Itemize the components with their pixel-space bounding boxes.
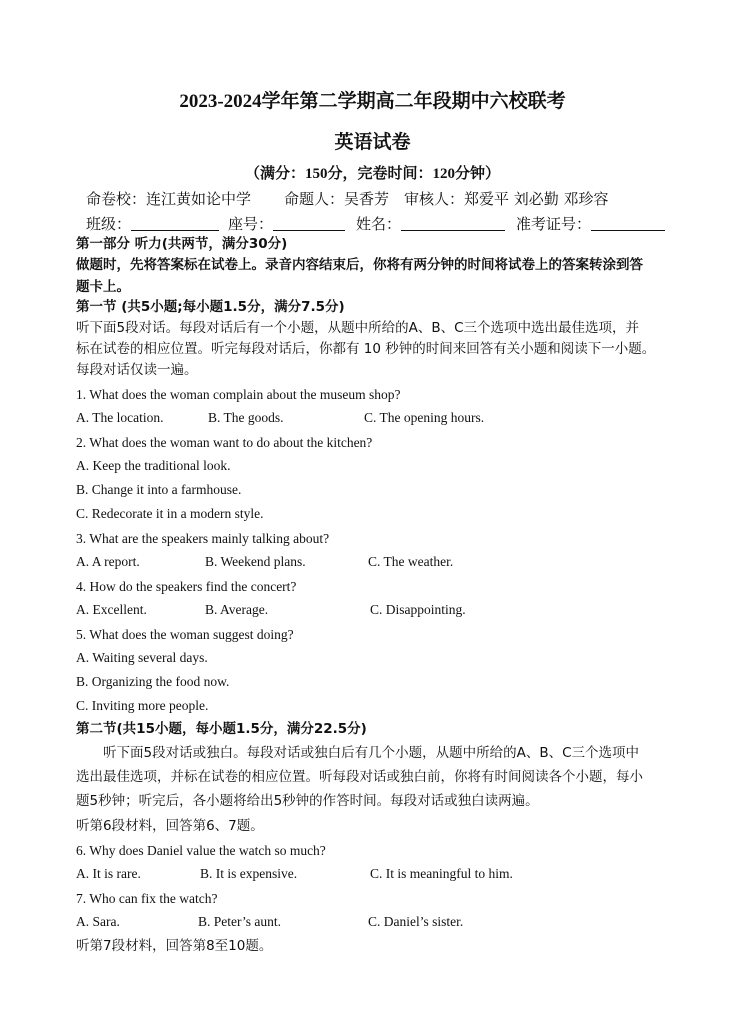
section1-intro-2: 标在试卷的相应位置。听完每段对话后，你都有 10 秒钟的时间来回答有关小题和阅读下一小题。 bbox=[76, 341, 656, 357]
q1-option-b[interactable]: B. The goods. bbox=[208, 410, 284, 425]
name-blank[interactable] bbox=[401, 216, 505, 231]
material-6-heading: 听第6段材料，回答第6、7题。 bbox=[76, 818, 264, 834]
q4-option-a[interactable]: A. Excellent. bbox=[76, 602, 147, 617]
exam-title: 2023-2024学年第二学期高二年段期中六校联考 bbox=[179, 91, 566, 112]
q7-option-b[interactable]: B. Peter’s aunt. bbox=[198, 914, 281, 929]
exam-subtitle: 英语试卷 bbox=[334, 132, 411, 153]
q5-option-b[interactable]: B. Organizing the food now. bbox=[76, 674, 230, 689]
part1-instruction-1: 做题时，先将答案标在试卷上。录音内容结束后，你将有两分钟的时间将试卷上的答案转涂到答 bbox=[76, 257, 643, 273]
q3-option-c[interactable]: C. The weather. bbox=[368, 554, 454, 569]
q5-option-a[interactable]: A. Waiting several days. bbox=[76, 650, 208, 665]
class-label: 班级： bbox=[86, 215, 132, 233]
author-label: 命题人：吴香芳 bbox=[284, 190, 390, 208]
question-1: 1. What does the woman complain about the museum shop? bbox=[76, 387, 401, 402]
q6-option-c[interactable]: C. It is meaningful to him. bbox=[370, 866, 513, 881]
question-2: 2. What does the woman want to do about the kitchen? bbox=[76, 435, 373, 450]
class-field bbox=[86, 213, 219, 234]
section2-intro-1: 听下面5段对话或独白。每段对话或独白后有几个小题，从题中所给的A、B、C三个选项中 bbox=[103, 745, 640, 761]
section1-intro-1: 听下面5段对话。每段对话后有一个小题，从题中所给的A、B、C三个选项中选出最佳选项，并 bbox=[76, 320, 640, 336]
q4-option-b[interactable]: B. Average. bbox=[205, 602, 269, 617]
reviewer-label: 审核人：郑爱平 刘必勤 邓珍容 bbox=[404, 190, 609, 208]
section1-intro-3: 每段对话仅读一遍。 bbox=[76, 362, 198, 378]
section2-intro-3: 题5秒钟；听完后，各小题将给出5秒钟的作答时间。每段对话或独白读两遍。 bbox=[76, 793, 539, 809]
question-5: 5. What does the woman suggest doing? bbox=[76, 627, 294, 642]
q1-option-c[interactable]: C. The opening hours. bbox=[364, 410, 485, 425]
part1-instruction-2: 题卡上。 bbox=[76, 279, 130, 295]
exam-info: （满分：150分，完卷时间：120分钟） bbox=[244, 166, 500, 182]
seat-label: 座号： bbox=[228, 215, 274, 233]
q7-option-a[interactable]: A. Sara. bbox=[76, 914, 120, 929]
school-label: 命卷校：连江黄如论中学 bbox=[86, 190, 252, 208]
q6-option-a[interactable]: A. It is rare. bbox=[76, 866, 141, 881]
material-7-heading: 听第7段材料，回答第8至10题。 bbox=[76, 938, 273, 954]
class-blank[interactable] bbox=[131, 216, 219, 231]
part1-heading: 第一部分 听力(共两节，满分30分) bbox=[76, 236, 288, 252]
q2-option-b[interactable]: B. Change it into a farmhouse. bbox=[76, 482, 242, 497]
seat-blank[interactable] bbox=[273, 216, 345, 231]
q2-option-a[interactable]: A. Keep the traditional look. bbox=[76, 458, 231, 473]
name-field bbox=[356, 213, 505, 234]
question-6: 6. Why does Daniel value the watch so much? bbox=[76, 843, 326, 858]
section1-heading: 第一节 (共5小题;每小题1.5分，满分7.5分) bbox=[76, 299, 345, 315]
q2-option-c[interactable]: C. Redecorate it in a modern style. bbox=[76, 506, 264, 521]
question-3: 3. What are the speakers mainly talking about? bbox=[76, 531, 330, 546]
section2-intro-2: 选出最佳选项，并标在试卷的相应位置。听每段对话或独白前，你将有时间阅读各个小题，每小 bbox=[76, 769, 643, 785]
question-7: 7. Who can fix the watch? bbox=[76, 891, 218, 906]
exam-no-label: 准考证号： bbox=[516, 215, 592, 233]
question-4: 4. How do the speakers find the concert? bbox=[76, 579, 297, 594]
q3-option-a[interactable]: A. A report. bbox=[76, 554, 140, 569]
q6-option-b[interactable]: B. It is expensive. bbox=[200, 866, 298, 881]
exam-no-blank[interactable] bbox=[591, 216, 665, 231]
q7-option-c[interactable]: C. Daniel’s sister. bbox=[368, 914, 464, 929]
q3-option-b[interactable]: B. Weekend plans. bbox=[205, 554, 306, 569]
q1-option-a[interactable]: A. The location. bbox=[76, 410, 164, 425]
seat-field bbox=[228, 213, 345, 234]
q5-option-c[interactable]: C. Inviting more people. bbox=[76, 698, 209, 713]
exam-no-field bbox=[516, 213, 665, 234]
section2-heading: 第二节(共15小题，每小题1.5分，满分22.5分) bbox=[76, 721, 367, 737]
name-label: 姓名： bbox=[356, 215, 402, 233]
q4-option-c[interactable]: C. Disappointing. bbox=[370, 602, 466, 617]
